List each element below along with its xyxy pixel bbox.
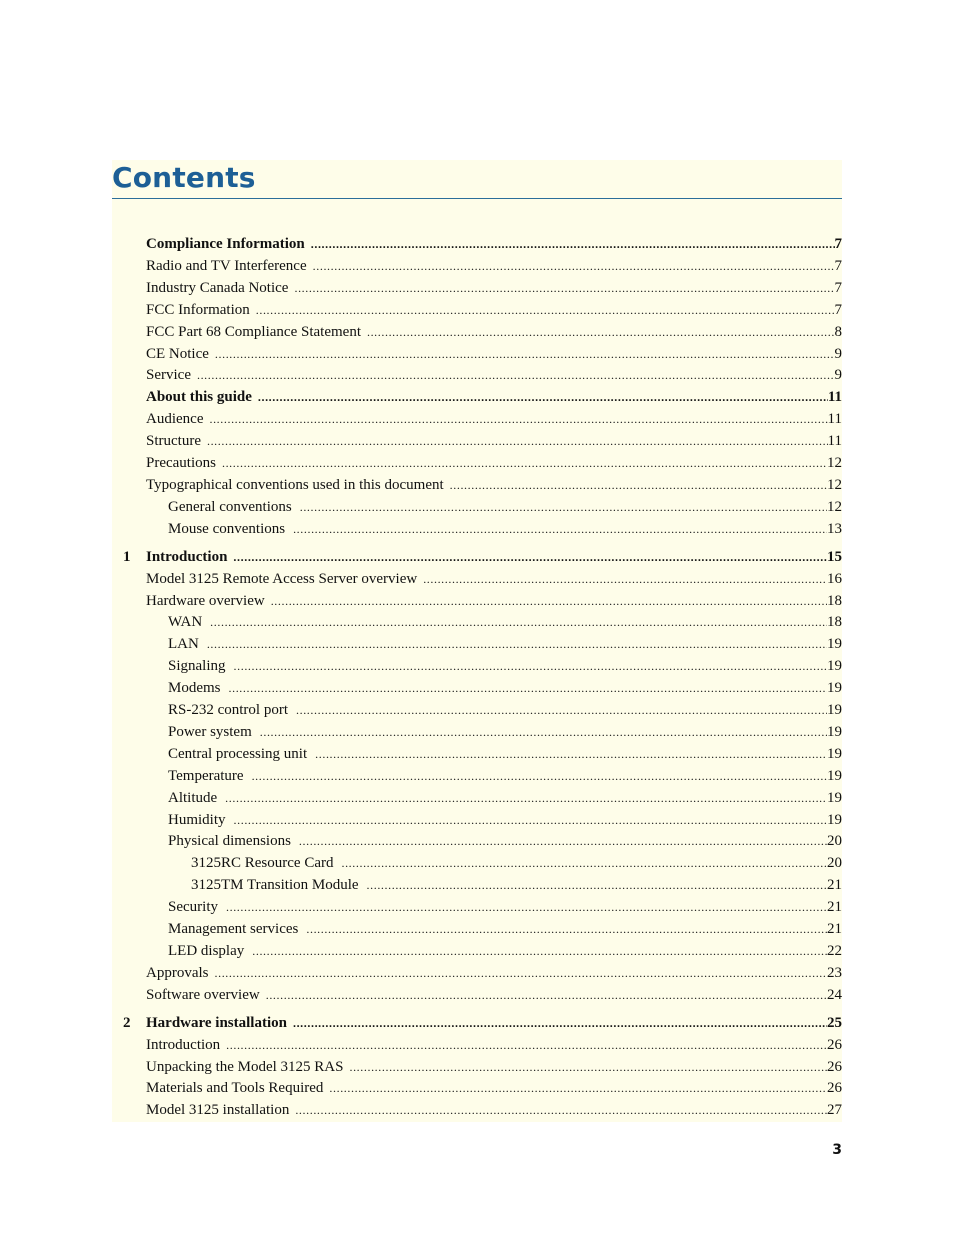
toc-leader-dots: [349, 1057, 827, 1077]
toc-leader-dots: [215, 344, 835, 364]
toc-leader-dots: [313, 256, 835, 276]
toc-leader-dots: [256, 300, 835, 320]
toc-entry[interactable]: [112, 678, 842, 698]
toc-entry[interactable]: [112, 431, 842, 451]
toc-entry[interactable]: [112, 278, 842, 298]
toc-chapter-number: 1: [123, 548, 131, 565]
toc-entry-page: 26: [827, 1080, 842, 1097]
toc-leader-dots: [260, 722, 827, 742]
toc-entry[interactable]: [112, 766, 842, 786]
toc-entry[interactable]: [112, 700, 842, 720]
toc-leader-dots: [258, 387, 828, 407]
toc-leader-dots: [294, 278, 834, 298]
toc-entry[interactable]: [112, 1035, 842, 1055]
toc-entry[interactable]: [112, 1057, 842, 1077]
toc-leader-dots: [423, 569, 827, 589]
toc-entry-title: Unpacking the Model 3125 RAS: [146, 1058, 344, 1075]
toc-entry-page: 19: [827, 811, 842, 828]
toc-leader-dots: [367, 322, 835, 342]
toc-entry-title: Compliance Information: [146, 236, 305, 252]
toc-entry-page: 26: [827, 1058, 842, 1075]
toc-entry-page: 11: [827, 389, 842, 406]
toc-chapter-entry[interactable]: [112, 1013, 842, 1033]
toc-leader-dots: [329, 1078, 827, 1098]
toc-entry-page: 16: [827, 570, 842, 587]
toc-entry-title: Structure: [146, 433, 201, 450]
toc-entry-page: 20: [827, 855, 842, 872]
toc-leader-dots: [252, 766, 827, 786]
toc-entry[interactable]: [112, 897, 842, 917]
toc-entry[interactable]: [112, 963, 842, 983]
toc-entry-title: LAN: [168, 636, 199, 653]
toc-leader-dots: [266, 985, 827, 1005]
toc-entry-page: 23: [827, 964, 842, 981]
toc-entry[interactable]: [112, 409, 842, 429]
toc-leader-dots: [207, 431, 828, 451]
toc-entry-page: 18: [827, 592, 842, 609]
toc-entry[interactable]: [112, 656, 842, 676]
toc-entry-page: 25: [827, 1014, 842, 1031]
toc-entry-title: Security: [168, 899, 218, 916]
toc-entry-page: 7: [834, 236, 842, 252]
toc-entry-page: 18: [827, 614, 842, 631]
toc-entry-page: 19: [827, 636, 842, 653]
toc-entry-page: 22: [827, 942, 842, 959]
toc-entry-title: Temperature: [168, 767, 244, 784]
toc-entry[interactable]: [112, 569, 842, 589]
toc-leader-dots: [295, 1100, 827, 1120]
toc-entry-title: Hardware overview: [146, 592, 265, 609]
toc-leader-dots: [315, 744, 827, 764]
toc-entry-page: 7: [834, 301, 842, 318]
toc-entry-title: FCC Part 68 Compliance Statement: [146, 323, 361, 340]
toc-entry[interactable]: [112, 365, 842, 385]
toc-entry-title: Physical dimensions: [168, 833, 291, 850]
toc-entry[interactable]: [112, 744, 842, 764]
toc-leader-dots: [234, 656, 827, 676]
contents-panel: [112, 160, 842, 1122]
toc-entry-title: Introduction: [146, 1036, 221, 1053]
toc-entry-title: Typographical conventions used in this document: [146, 476, 444, 493]
toc-entry-title: CE Notice: [146, 345, 209, 362]
toc-entry[interactable]: [112, 1100, 842, 1120]
toc-entry-page: 9: [834, 367, 842, 384]
toc-entry-title: About this guide: [146, 389, 252, 406]
toc-entry-title: Audience: [146, 411, 204, 428]
toc-entry-title: Industry Canada Notice: [146, 279, 289, 296]
toc-entry-page: 27: [827, 1102, 842, 1119]
toc-entry-page: 7: [834, 257, 842, 274]
toc-leader-dots: [222, 453, 827, 473]
toc-entry[interactable]: [112, 497, 842, 517]
toc-entry-title: Hardware installation: [146, 1014, 287, 1031]
toc-leader-dots: [300, 497, 827, 517]
toc-entry-page: 19: [827, 658, 842, 675]
toc-leader-dots: [450, 475, 827, 495]
toc-entry[interactable]: [112, 453, 842, 473]
contents-heading: [112, 160, 842, 199]
toc-entry-page: 11: [827, 411, 842, 428]
toc-entry[interactable]: [112, 612, 842, 632]
toc-leader-dots: [311, 234, 835, 254]
toc-entry-page: 15: [827, 548, 842, 565]
toc-entry-page: 21: [827, 921, 842, 937]
toc-entry-page: 19: [827, 789, 842, 806]
toc-entry-title: Software overview: [146, 986, 260, 1003]
toc-leader-dots: [197, 365, 835, 385]
toc-entry-page: 24: [827, 986, 842, 1003]
toc-leader-dots: [271, 591, 827, 611]
toc-entry-title: 3125TM Transition Module: [191, 877, 359, 894]
page-title: Contents: [112, 161, 256, 194]
toc-entry-title: Service: [146, 367, 191, 384]
toc-leader-dots: [293, 1013, 827, 1033]
toc-entry-title: Model 3125 Remote Access Server overview: [146, 570, 418, 587]
toc-entry-title: RS-232 control port: [168, 702, 288, 718]
toc-entry[interactable]: [112, 322, 842, 342]
toc-entry-title: Radio and TV Interference: [146, 257, 307, 274]
toc-entry-page: 26: [827, 1036, 842, 1053]
toc-entry[interactable]: [112, 300, 842, 320]
toc-entry-page: 9: [834, 345, 842, 362]
toc-leader-dots: [210, 612, 827, 632]
toc-entry-title: LED display: [168, 942, 245, 959]
toc-entry-page: 20: [827, 833, 842, 850]
toc-entry[interactable]: [112, 853, 842, 873]
toc-entry[interactable]: [112, 387, 842, 407]
toc-leader-dots: [296, 700, 827, 720]
toc-entry-page: 19: [827, 767, 842, 784]
toc-entry-title: Introduction: [146, 548, 228, 565]
toc-entry-page: 19: [827, 680, 842, 697]
toc-entry[interactable]: [112, 519, 842, 539]
toc-leader-dots: [215, 963, 828, 983]
toc-entry-page: 12: [827, 455, 842, 471]
toc-entry[interactable]: [112, 810, 842, 830]
toc-leader-dots: [226, 897, 827, 917]
toc-entry-title: Management services: [168, 921, 299, 937]
toc-entry-title: Power system: [168, 723, 252, 740]
toc-entry-page: 21: [827, 877, 842, 894]
toc-entry[interactable]: [112, 875, 842, 895]
toc-entry-page: 12: [827, 476, 842, 493]
toc-leader-dots: [209, 409, 827, 429]
toc-entry[interactable]: [112, 634, 842, 654]
toc-entry[interactable]: [112, 475, 842, 495]
toc-chapter-entry[interactable]: [112, 547, 842, 567]
toc-leader-dots: [225, 788, 827, 808]
toc-leader-dots: [234, 810, 827, 830]
toc-entry-title: Model 3125 installation: [146, 1102, 290, 1119]
toc-entry[interactable]: [112, 1078, 842, 1098]
toc-entry-title: Signaling: [168, 658, 226, 675]
toc-entry-title: Humidity: [168, 811, 226, 828]
toc-entry-title: Materials and Tools Required: [146, 1080, 324, 1097]
toc-entry-page: 11: [827, 433, 842, 450]
toc-leader-dots: [252, 941, 827, 961]
toc-leader-dots: [233, 547, 827, 567]
toc-entry-title: 3125RC Resource Card: [191, 855, 334, 872]
toc-entry-title: Central processing unit: [168, 745, 308, 762]
toc-entry[interactable]: [112, 831, 842, 851]
toc-leader-dots: [367, 875, 827, 895]
toc-entry-page: 19: [827, 723, 842, 740]
toc-entry[interactable]: [112, 919, 842, 939]
toc-entry-page: 21: [827, 899, 842, 916]
toc-entry-title: Mouse conventions: [168, 520, 286, 537]
toc-entry-title: Approvals: [146, 964, 209, 981]
toc-entry-page: 12: [827, 498, 842, 515]
toc-entry-page: 8: [834, 323, 842, 340]
toc-entry[interactable]: [112, 591, 842, 611]
toc-entry-page: 19: [827, 745, 842, 762]
toc-entry[interactable]: [112, 256, 842, 276]
toc-entry-title: Altitude: [168, 789, 218, 806]
toc-entry[interactable]: [112, 985, 842, 1005]
toc-entry[interactable]: [112, 234, 842, 254]
page-number: 3: [832, 1142, 842, 1158]
toc-entry[interactable]: [112, 788, 842, 808]
toc-leader-dots: [226, 1035, 827, 1055]
toc-entry[interactable]: [112, 941, 842, 961]
toc-leader-dots: [306, 919, 827, 939]
toc-entry-title: FCC Information: [146, 301, 250, 318]
toc-entry-page: 19: [827, 702, 842, 718]
toc-entry-title: Precautions: [146, 455, 216, 471]
toc-entry-page: 7: [834, 279, 842, 296]
toc-entry-title: WAN: [168, 614, 203, 631]
toc-leader-dots: [229, 678, 828, 698]
toc-entry-page: 13: [827, 520, 842, 537]
toc-entry-title: General conventions: [168, 498, 292, 515]
toc-chapter-number: 2: [123, 1014, 131, 1031]
toc-entry[interactable]: [112, 344, 842, 364]
toc-leader-dots: [207, 634, 827, 654]
toc-entry[interactable]: [112, 722, 842, 742]
toc-entry-title: Modems: [168, 680, 221, 697]
toc-leader-dots: [341, 853, 827, 873]
toc-leader-dots: [299, 831, 827, 851]
toc-leader-dots: [293, 519, 827, 539]
